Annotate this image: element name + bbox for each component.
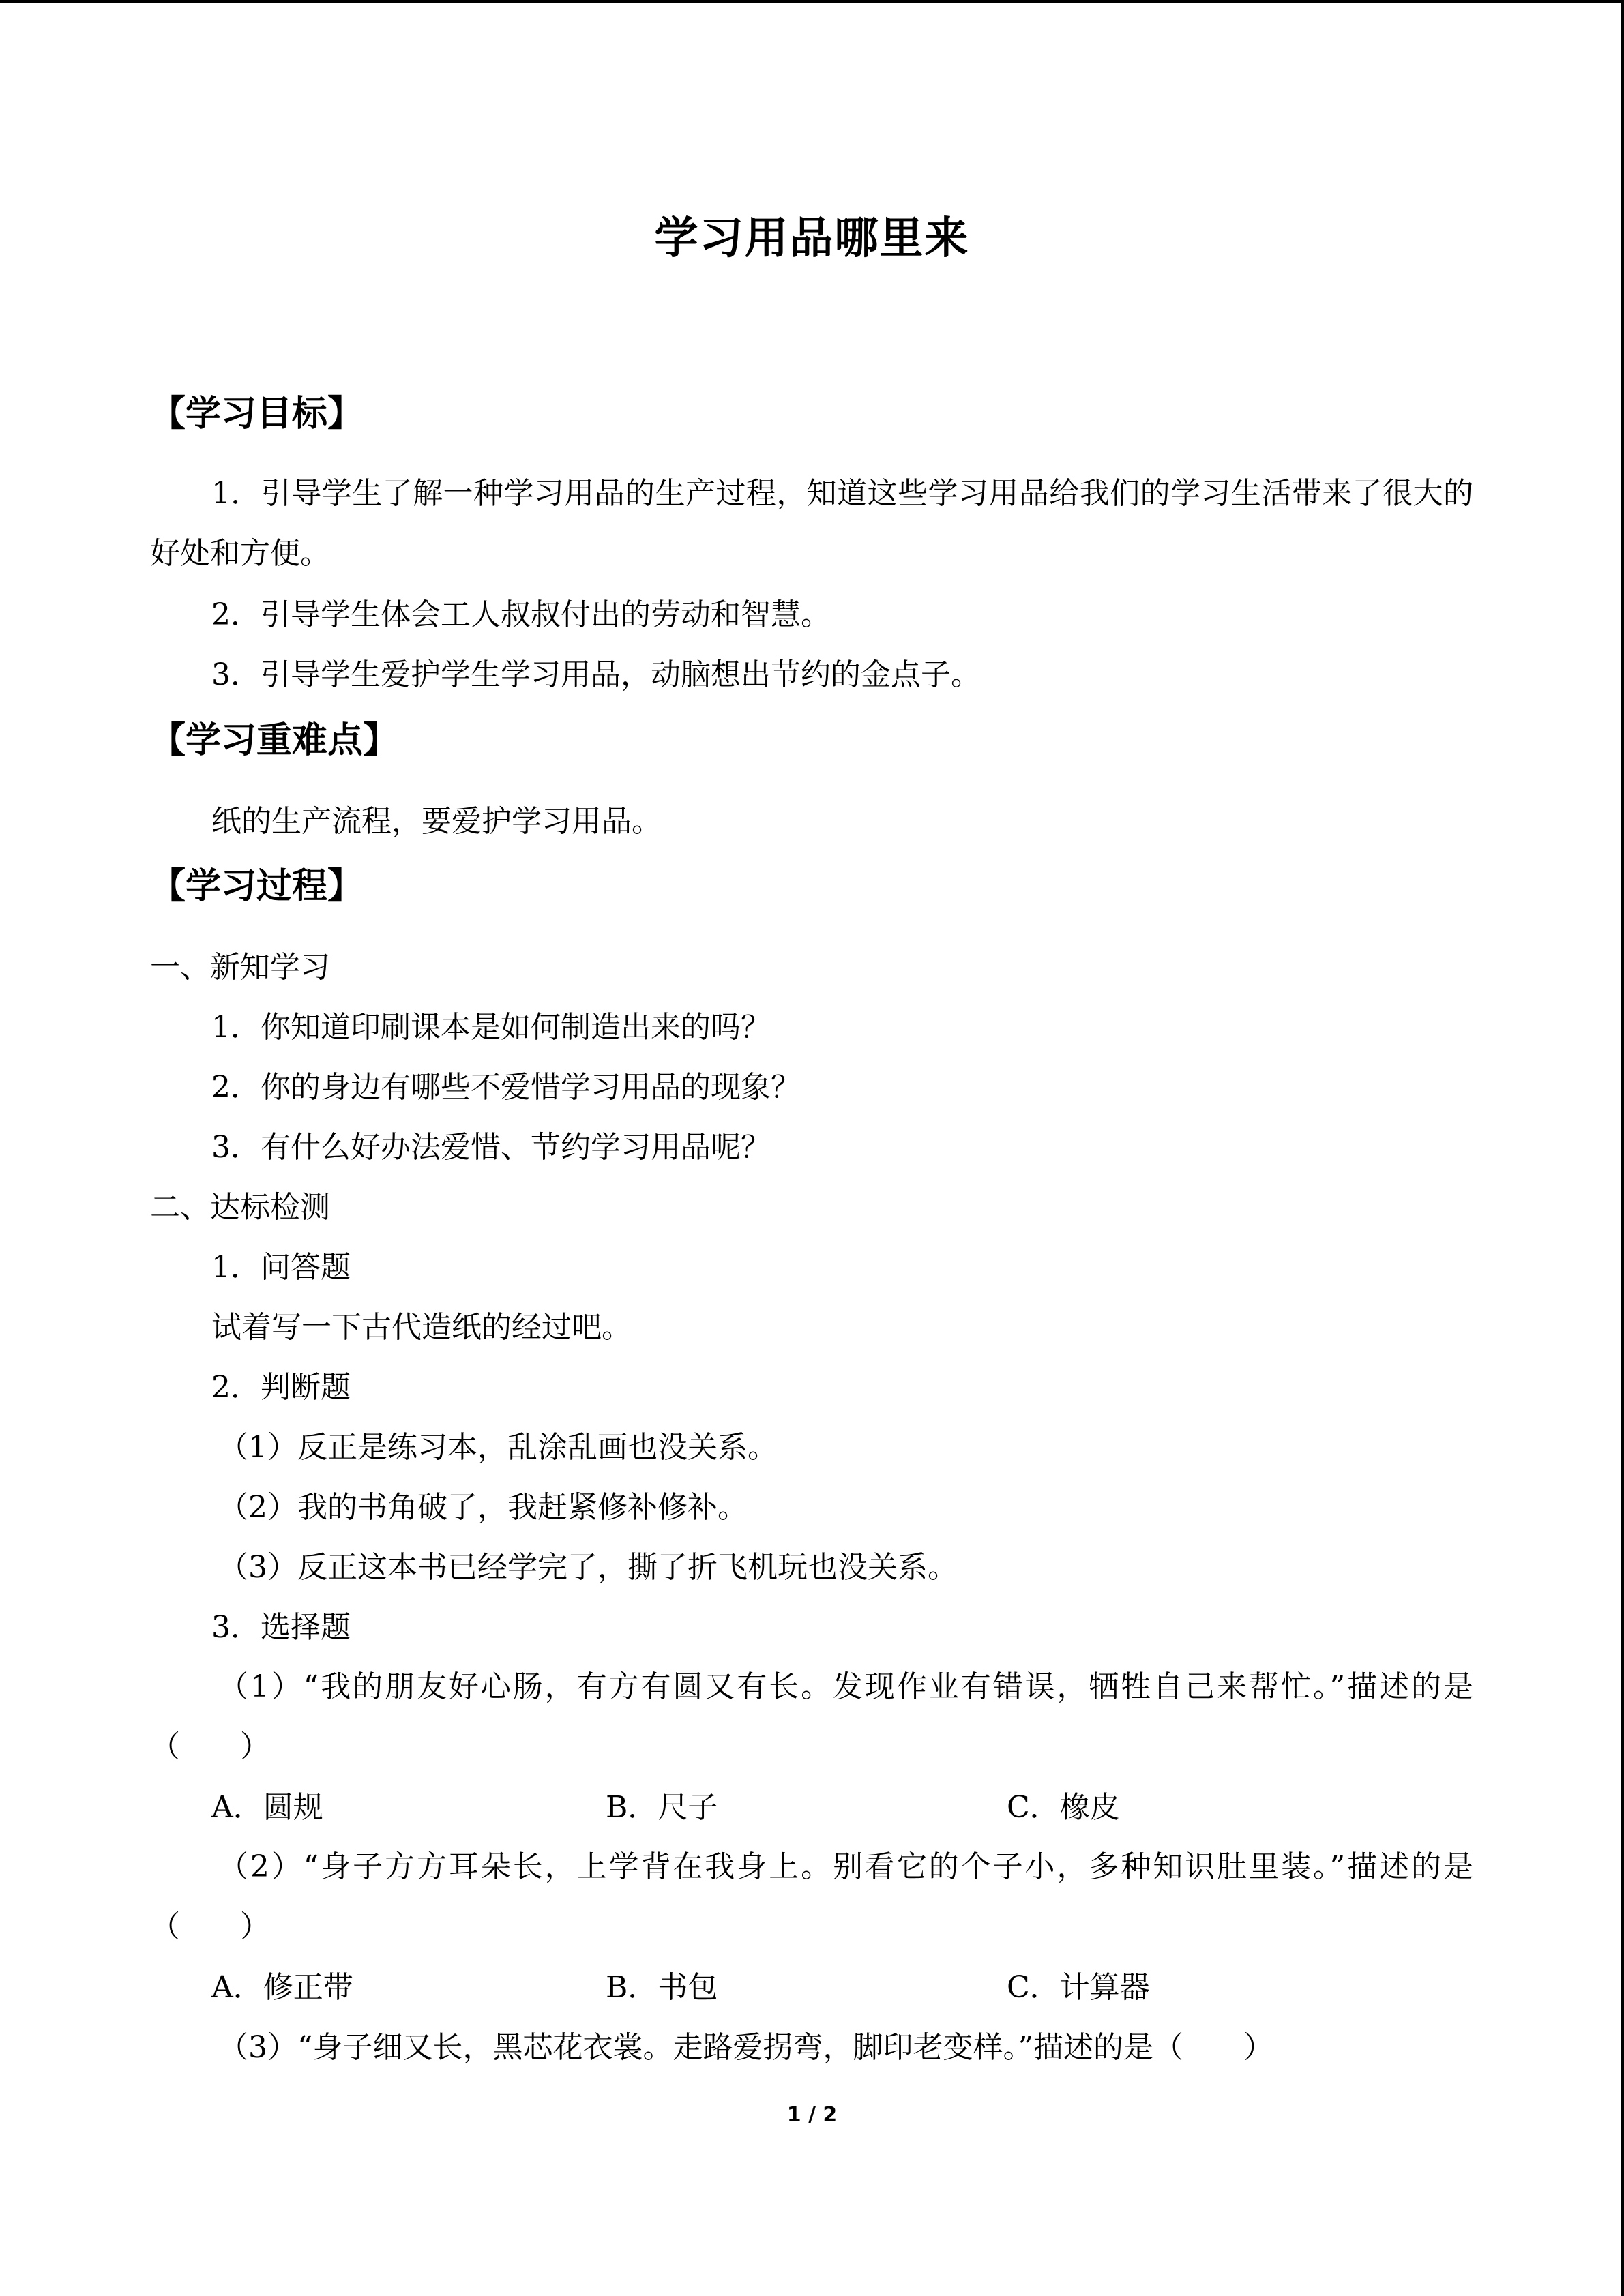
q3-heading: 3．选择题 — [211, 1610, 351, 1645]
section-heading-objectives: 【学习目标】 — [150, 393, 364, 434]
section-heading-process: 【学习过程】 — [150, 865, 364, 907]
q3-item-2-option-a: A．修正带 — [211, 1970, 353, 2005]
page-title: 学习用品哪里来 — [654, 213, 970, 264]
key-points-text: 纸的生产流程，要爱护学习用品。 — [211, 804, 662, 839]
top-border — [0, 0, 1624, 3]
q2-item-2: （2）我的书角破了，我赶紧修补修补。 — [218, 1490, 748, 1525]
q3-item-2-option-b: B．书包 — [606, 1970, 718, 2005]
page-number: 1 / 2 — [786, 2103, 838, 2127]
q3-item-1-option-a: A．圆规 — [211, 1790, 323, 1825]
part2-heading: 二、达标检测 — [150, 1190, 330, 1225]
q2-item-1: （1）反正是练习本，乱涂乱画也没关系。 — [218, 1430, 778, 1465]
q1-heading: 1．问答题 — [211, 1250, 351, 1285]
part1-heading: 一、新知学习 — [150, 950, 330, 985]
objective-item-3: 3．引导学生爱护学生学习用品，动脑想出节约的金点子。 — [211, 657, 981, 692]
part1-item-2: 2．你的身边有哪些不爱惜学习用品的现象？ — [211, 1070, 801, 1105]
q3-item-2-option-c: C．计算器 — [1007, 1970, 1150, 2005]
objective-item-2: 2．引导学生体会工人叔叔付出的劳动和智慧。 — [211, 597, 831, 632]
q3-item-1-option-b: B．尺子 — [606, 1790, 718, 1825]
section-heading-key-points: 【学习重难点】 — [150, 719, 399, 761]
q3-item-2-stem: （2）“身子方方耳朵长，上学背在我身上。别看它的个子小，多种知识肚里装。”描述的是（ ） — [150, 1849, 1473, 1944]
q1-text: 试着写一下古代造纸的经过吧。 — [211, 1310, 632, 1345]
q3-item-1-option-c: C．橡皮 — [1007, 1790, 1120, 1825]
q2-heading: 2．判断题 — [211, 1370, 351, 1405]
q3-item-1-stem: （1）“我的朋友好心肠，有方有圆又有长。发现作业有错误，牺牲自己来帮忙。”描述的是（ ） — [150, 1669, 1473, 1764]
right-border — [1621, 0, 1624, 2296]
part1-item-1: 1．你知道印刷课本是如何制造出来的吗？ — [211, 1010, 771, 1045]
objective-item-1: 1．引导学生了解一种学习用品的生产过程，知道这些学习用品给我们的学习生活带来了很大的好处和方便。 — [150, 476, 1473, 571]
part1-item-3: 3．有什么好办法爱惜、节约学习用品呢？ — [211, 1130, 771, 1165]
q3-item-3-stem: （3）“身子细又长，黑芯花衣裳。走路爱拐弯，脚印老变样。”描述的是（ ） — [218, 2030, 1273, 2065]
q2-item-3: （3）反正这本书已经学完了，撕了折飞机玩也没关系。 — [218, 1550, 958, 1585]
